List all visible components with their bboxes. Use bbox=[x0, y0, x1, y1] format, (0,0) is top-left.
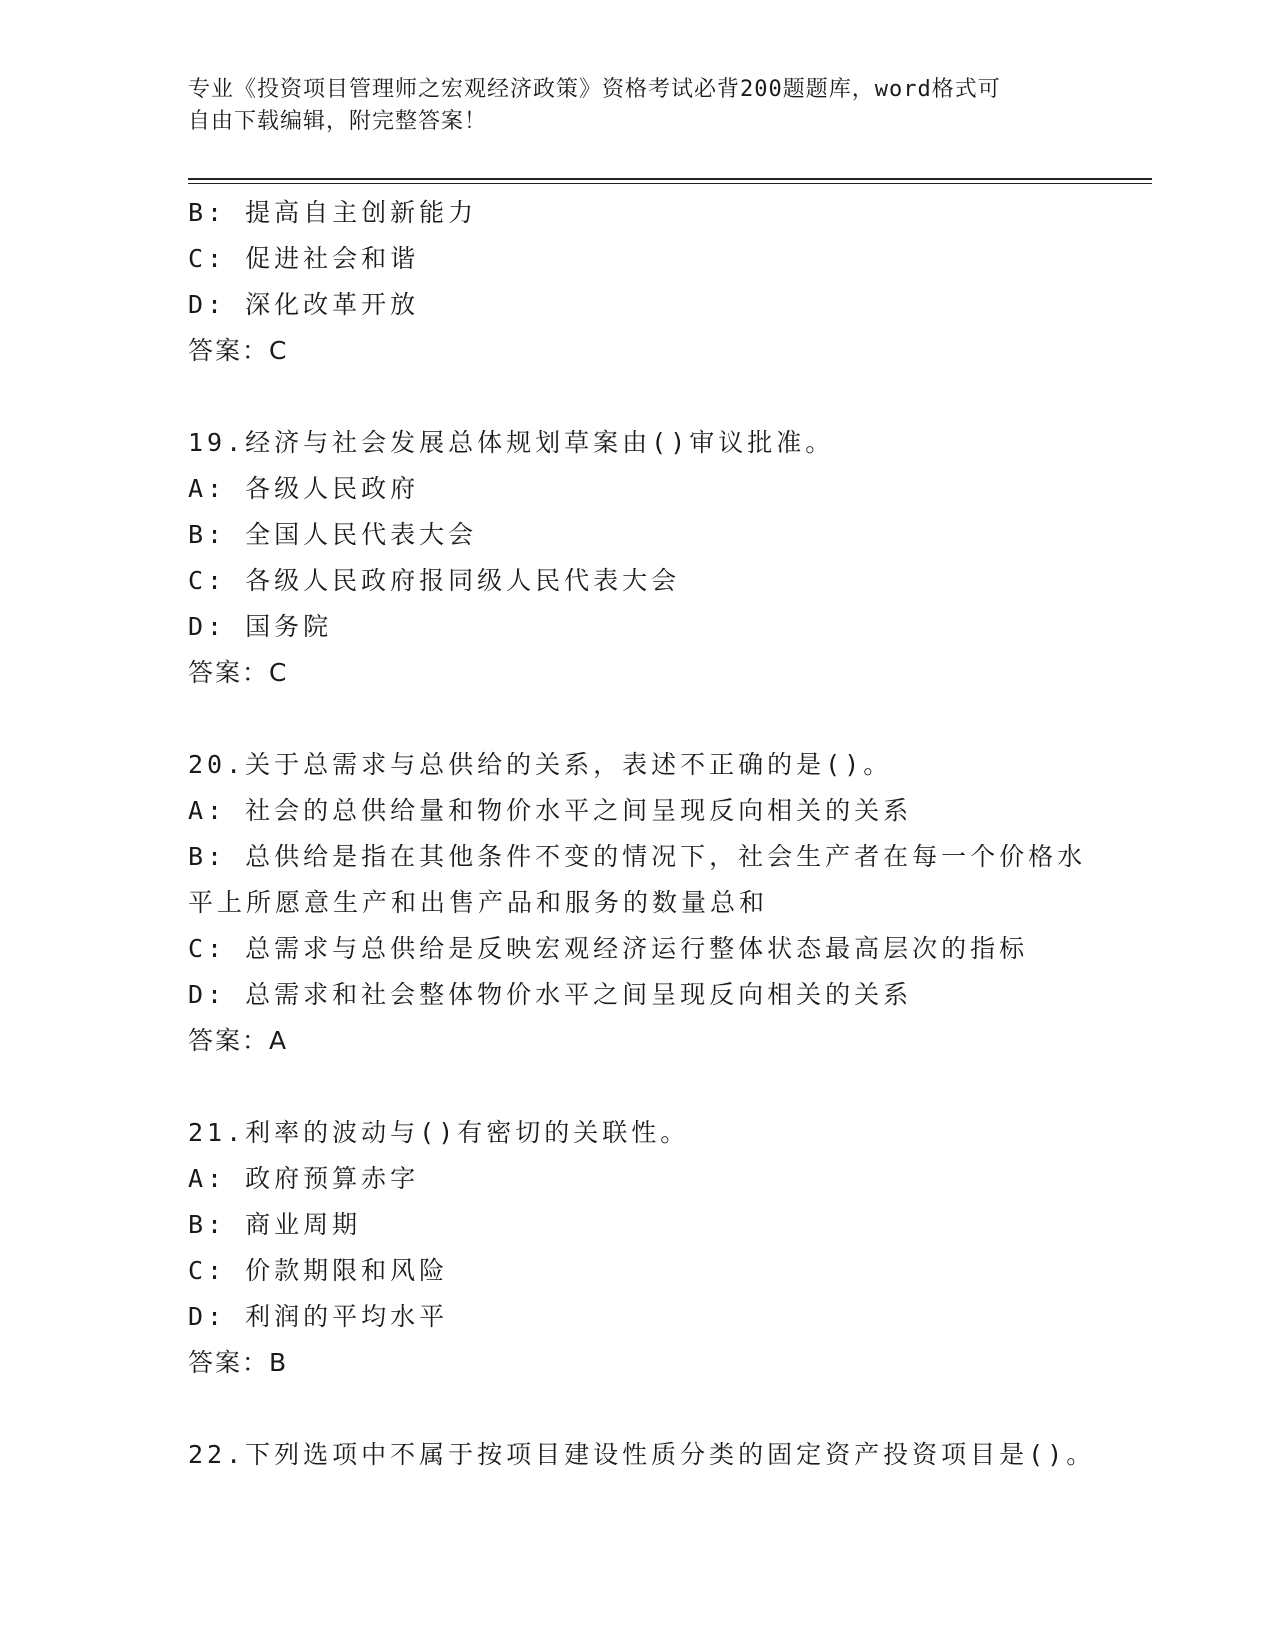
question-list bbox=[188, 190, 1096, 1478]
header-line-1: 专业《投资项目管理师之宏观经济政策》资格考试必背200题题库，word格式可 bbox=[188, 77, 1001, 102]
option-a: A: 社会的总供给量和物价水平之间呈现反向相关的关系 bbox=[188, 796, 913, 825]
answer: 答案：A bbox=[188, 1026, 289, 1055]
option-b: B: 全国人民代表大会 bbox=[188, 520, 478, 549]
question-18-tail bbox=[188, 190, 1088, 374]
question-22 bbox=[188, 1432, 1096, 1478]
option-b: B: 提高自主创新能力 bbox=[188, 198, 478, 227]
answer: 答案：B bbox=[188, 1348, 289, 1377]
option-c: C: 价款期限和风险 bbox=[188, 1256, 449, 1285]
document-header bbox=[188, 74, 1088, 138]
question-21 bbox=[188, 1110, 1088, 1386]
option-d: D: 总需求和社会整体物价水平之间呈现反向相关的关系 bbox=[188, 980, 913, 1009]
option-a: A: 政府预算赤字 bbox=[188, 1164, 420, 1193]
question-20 bbox=[188, 742, 1088, 1064]
question-stem: 20.关于总需求与总供给的关系，表述不正确的是()。 bbox=[188, 750, 893, 779]
option-b: B: 商业周期 bbox=[188, 1210, 362, 1239]
answer: 答案：C bbox=[188, 658, 289, 687]
header-rule-thick bbox=[188, 178, 1152, 180]
option-c: C: 各级人民政府报同级人民代表大会 bbox=[188, 566, 681, 595]
option-d: D: 国务院 bbox=[188, 612, 333, 641]
option-a: A: 各级人民政府 bbox=[188, 474, 420, 503]
question-stem: 19.经济与社会发展总体规划草案由()审议批准。 bbox=[188, 428, 835, 457]
header-rule-thin bbox=[188, 183, 1152, 184]
option-b: B: 总供给是指在其他条件不变的情况下，社会生产者在每一个价格水平上所愿意生产和出售产品和服务的数量总和 bbox=[188, 842, 1087, 917]
answer: 答案：C bbox=[188, 336, 289, 365]
question-stem: 22.下列选项中不属于按项目建设性质分类的固定资产投资项目是()。 bbox=[188, 1440, 1096, 1469]
question-19 bbox=[188, 420, 1088, 696]
option-d: D: 深化改革开放 bbox=[188, 290, 420, 319]
question-stem: 21.利率的波动与()有密切的关联性。 bbox=[188, 1118, 690, 1147]
header-line-2: 自由下载编辑，附完整答案！ bbox=[188, 109, 488, 134]
option-c: C: 总需求与总供给是反映宏观经济运行整体状态最高层次的指标 bbox=[188, 934, 1029, 963]
option-d: D: 利润的平均水平 bbox=[188, 1302, 449, 1331]
option-c: C: 促进社会和谐 bbox=[188, 244, 420, 273]
